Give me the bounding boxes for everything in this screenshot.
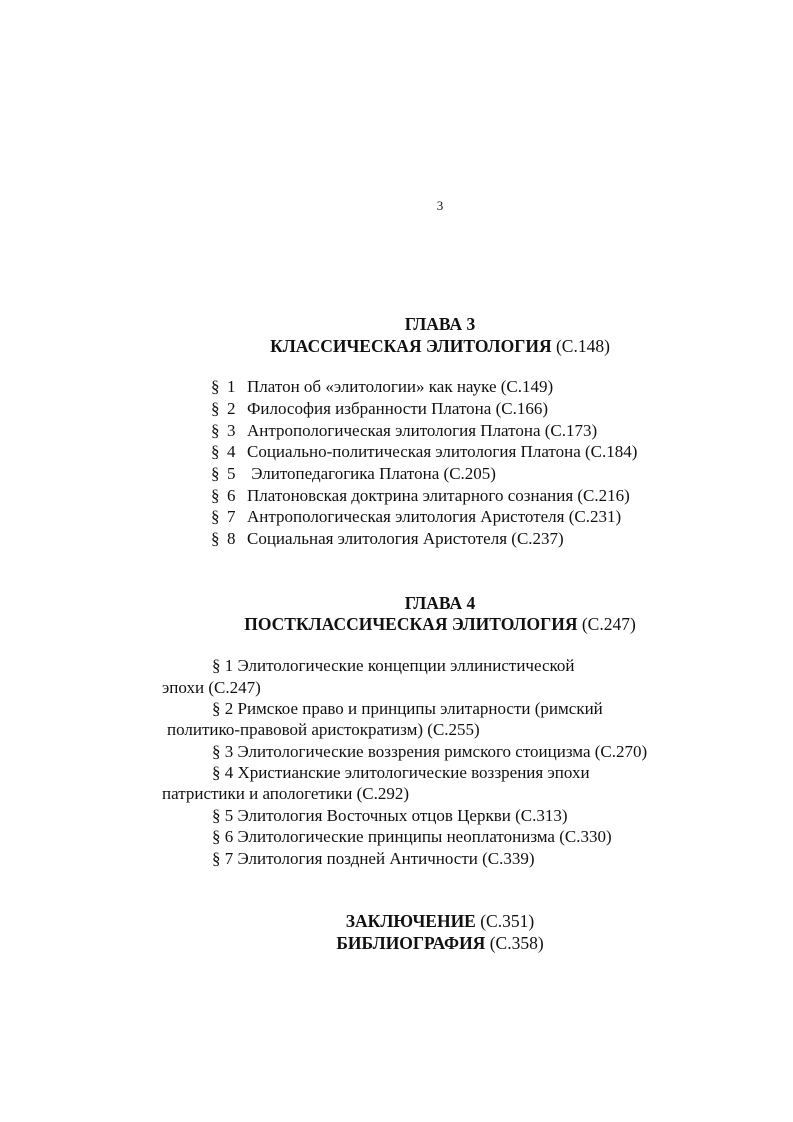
bibliography-page: (С.358) <box>489 933 544 953</box>
section-number: 3 <box>227 421 236 440</box>
chapter3-page: (С.148) <box>555 336 610 356</box>
section-number: 2 <box>227 399 236 418</box>
section-number: 1 <box>227 377 236 396</box>
chapter4-line: § 7 Элитология поздней Античности (С.339) <box>212 849 535 868</box>
chapter3-subtitle <box>0 335 793 357</box>
section-number: 7 <box>227 507 236 526</box>
section-number: 4 <box>227 442 236 461</box>
section-title: Философия избранности Платона (С.166) <box>247 399 548 418</box>
chapter3-item <box>211 463 496 485</box>
chapter4-line: патристики и апологетики (С.292) <box>162 784 409 803</box>
chapter4-line: политико-правовой аристократизм) (С.255) <box>167 720 480 739</box>
page-number: 3 <box>436 198 444 213</box>
section-mark: § <box>211 399 220 418</box>
section-mark: § <box>211 377 220 396</box>
chapter3-item <box>211 485 630 507</box>
section-number: 8 <box>227 529 236 548</box>
section-title: Социальная элитология Аристотеля (С.237) <box>247 529 564 548</box>
chapter3-title-text: ГЛАВА 3 <box>404 314 476 334</box>
section-mark: § <box>211 507 220 526</box>
section-title: Антропологическая элитология Аристотеля (С.231) <box>247 507 622 526</box>
section-title: Элитопедагогика Платона (С.205) <box>247 464 496 483</box>
chapter4-line: эпохи (С.247) <box>162 678 261 697</box>
chapter4-subtitle <box>0 613 793 635</box>
conclusion-page: (С.351) <box>480 911 535 931</box>
section-title: Платоновская доктрина элитарного сознания (С.216) <box>247 486 630 505</box>
chapter3-item <box>211 506 621 528</box>
chapter3-item <box>211 398 548 420</box>
section-mark: § <box>211 421 220 440</box>
chapter3-item <box>211 441 637 463</box>
chapter3-title <box>0 313 793 335</box>
section-number: 6 <box>227 486 236 505</box>
chapter3-item <box>211 528 564 550</box>
chapter4-line: § 4 Христианские элитологические воззрения эпохи <box>212 763 590 782</box>
chapter4-line: § 3 Элитологические воззрения римского стоицизма (С.270) <box>212 742 648 761</box>
chapter4-subtitle-text: ПОСТКЛАССИЧЕСКАЯ ЭЛИТОЛОГИЯ <box>244 614 578 634</box>
chapter4-page: (С.247) <box>581 614 636 634</box>
chapter4-line: § 6 Элитологические принципы неоплатонизма (С.330) <box>212 827 612 846</box>
bibliography-heading <box>0 932 793 954</box>
bibliography-title: БИБЛИОГРАФИЯ <box>336 933 486 953</box>
section-title: Антропологическая элитология Платона (С.173) <box>247 421 598 440</box>
section-title: Платон об «элитологии» как науке (С.149) <box>247 377 554 396</box>
chapter3-item <box>211 420 597 442</box>
chapter4-title <box>0 592 793 614</box>
section-mark: § <box>211 442 220 461</box>
chapter4-line: § 1 Элитологические концепции эллинистической <box>212 656 575 675</box>
section-title: Социально-политическая элитология Платона (С.184) <box>247 442 638 461</box>
section-number: 5 <box>227 464 236 483</box>
section-mark: § <box>211 529 220 548</box>
section-mark: § <box>211 464 220 483</box>
conclusion-title: ЗАКЛЮЧЕНИЕ <box>345 911 476 931</box>
chapter4-title-text: ГЛАВА 4 <box>404 593 476 613</box>
chapter4-line: § 5 Элитология Восточных отцов Церкви (С.313) <box>212 806 568 825</box>
conclusion-heading <box>0 910 793 932</box>
chapter3-subtitle-text: КЛАССИЧЕСКАЯ ЭЛИТОЛОГИЯ <box>270 336 552 356</box>
section-mark: § <box>211 486 220 505</box>
chapter3-item <box>211 376 553 398</box>
chapter4-line: § 2 Римское право и принципы элитарности (римский <box>212 699 603 718</box>
